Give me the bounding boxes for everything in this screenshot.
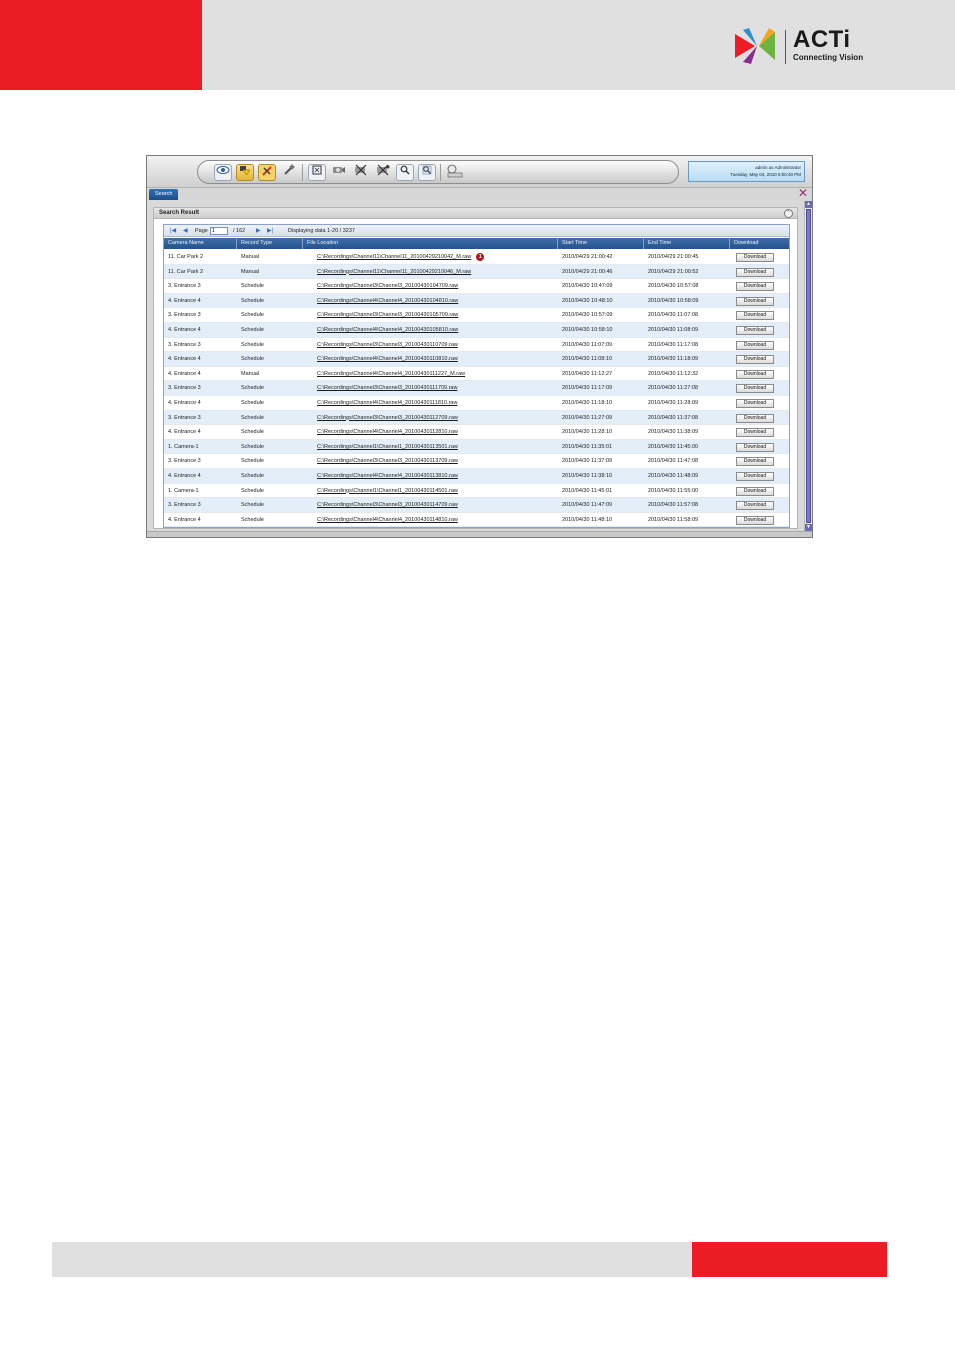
cell-camera-name-text: 3. Entrance 3 xyxy=(168,502,201,509)
cell-end-time xyxy=(644,513,698,527)
cell-record-type-text: Schedule xyxy=(241,283,264,290)
cell-camera-name-text: 1. Camera-1 xyxy=(168,443,199,450)
cell-file-location[interactable] xyxy=(313,308,458,322)
column-header-record-type[interactable]: Record Type xyxy=(237,238,303,249)
cell-camera-name-text: 1. Camera-1 xyxy=(168,487,199,494)
cell-end-time-text: 2010/04/29 21:00:45 xyxy=(648,254,699,260)
cell-record-type xyxy=(237,411,264,425)
cell-file-location[interactable] xyxy=(313,265,471,279)
column-header-download[interactable]: Download xyxy=(734,240,759,246)
cell-camera-name xyxy=(164,323,201,337)
cell-end-time xyxy=(644,440,698,454)
download-button[interactable]: Download xyxy=(736,501,774,510)
cell-start-time-text: 2010/04/30 11:45:01 xyxy=(562,487,613,494)
cell-start-time xyxy=(558,440,612,454)
cell-camera-name-text: 4. Entrance 4 xyxy=(168,297,201,304)
cell-file-location[interactable] xyxy=(313,454,458,468)
cell-record-type xyxy=(237,323,264,337)
scroll-up-icon[interactable]: ▲ xyxy=(806,201,811,207)
cell-start-time-text: 2010/04/29 21:00:46 xyxy=(562,268,613,275)
cell-start-time xyxy=(558,454,612,468)
cell-end-time xyxy=(644,484,698,498)
cell-file-location-text[interactable]: C:\Recordings\Channel3\Channel3_20100430112709.raw xyxy=(317,414,458,421)
cell-file-location[interactable] xyxy=(313,425,458,439)
table-row[interactable] xyxy=(164,425,789,440)
cell-file-location[interactable] xyxy=(313,469,458,483)
cell-end-time xyxy=(644,338,698,352)
acti-logo-mark-icon xyxy=(735,28,781,64)
cell-camera-name-text: 3. Entrance 3 xyxy=(168,385,201,392)
tools-icon[interactable] xyxy=(280,164,298,181)
cell-camera-name xyxy=(164,308,201,322)
table-row[interactable] xyxy=(164,469,789,484)
download-button[interactable]: Download xyxy=(736,399,774,408)
cell-start-time-text: 2010/04/30 10:57:09 xyxy=(562,312,613,319)
disconnect-icon[interactable] xyxy=(374,164,392,181)
cell-camera-name-text: 4. Entrance 4 xyxy=(168,400,201,406)
cell-end-time xyxy=(644,498,698,512)
cell-file-location[interactable] xyxy=(313,338,458,352)
table-row[interactable] xyxy=(164,323,789,338)
cell-camera-name-text: 11. Car Park 2 xyxy=(168,268,204,275)
download-button[interactable]: Download xyxy=(736,428,774,437)
cell-file-location-text[interactable]: C:\Recordings\Channel3\Channel3_20100430104709.raw xyxy=(317,283,459,290)
download-button[interactable]: Download xyxy=(736,268,774,277)
cell-record-type-text: Schedule xyxy=(241,473,264,479)
cell-record-type-text: Schedule xyxy=(241,487,264,494)
cell-end-time xyxy=(644,294,698,308)
cell-file-location-text[interactable]: C:\Recordings\Channel3\Channel3_20100430114709.raw xyxy=(317,502,458,509)
cell-record-type-text: Schedule xyxy=(241,429,264,436)
cell-file-location[interactable] xyxy=(313,498,458,512)
cell-start-time xyxy=(558,294,612,308)
cell-record-type-text: Schedule xyxy=(241,327,264,333)
toolbar-separator xyxy=(440,164,441,181)
download-button[interactable]: Download xyxy=(736,253,774,262)
cell-start-time xyxy=(558,367,612,381)
cell-record-type xyxy=(237,396,264,410)
cell-camera-name xyxy=(164,279,201,293)
cell-camera-name xyxy=(164,338,201,352)
next-page-icon[interactable]: ▶ xyxy=(256,228,261,234)
pager-bar xyxy=(164,225,789,237)
column-header-start-time[interactable]: Start Time xyxy=(558,238,644,249)
cell-record-type xyxy=(237,454,264,468)
download-button[interactable]: Download xyxy=(736,282,774,291)
close-icon[interactable]: ✕ xyxy=(797,186,808,200)
scroll-down-icon[interactable]: ▼ xyxy=(806,524,811,530)
cell-record-type xyxy=(237,381,264,395)
cell-end-time xyxy=(644,265,698,279)
fullscreen-icon[interactable] xyxy=(308,164,326,181)
cell-end-time xyxy=(644,469,698,483)
cell-file-location-text[interactable]: C:\Recordings\Channel3\Channel3_20100430111709.raw xyxy=(317,385,458,392)
document-footer xyxy=(52,1242,887,1277)
cell-camera-name xyxy=(164,498,201,512)
cell-camera-name-text: 3. Entrance 3 xyxy=(168,312,201,319)
cell-record-type-text: Schedule xyxy=(241,516,264,523)
cell-file-location-text[interactable]: C:\Recordings\Channel4\Channel4_20100430104810.raw xyxy=(317,297,459,304)
cell-record-type xyxy=(237,425,264,439)
cell-camera-name xyxy=(164,411,201,425)
results-grid xyxy=(163,224,790,528)
cell-camera-name xyxy=(164,381,201,395)
cell-start-time xyxy=(558,308,612,322)
table-row[interactable] xyxy=(164,484,789,499)
cell-camera-name-text: 4. Entrance 4 xyxy=(168,327,201,333)
cell-start-time xyxy=(558,469,612,483)
column-header-camera-name[interactable]: Camera Name xyxy=(164,238,237,249)
download-button[interactable]: Download xyxy=(736,487,774,496)
cell-camera-name xyxy=(164,454,201,468)
download-button[interactable]: Download xyxy=(736,414,774,423)
footer-red-block xyxy=(692,1242,887,1277)
cell-end-time-text: 2010/04/30 11:28:09 xyxy=(648,400,699,406)
user-session-box xyxy=(688,161,805,182)
cell-record-type-text: Schedule xyxy=(241,502,264,509)
column-header-end-time[interactable]: End Time xyxy=(644,238,730,249)
total-pages: / 162 xyxy=(233,228,246,234)
cell-start-time xyxy=(558,352,612,366)
user-login-text: admin as Administrator xyxy=(755,165,801,170)
table-header xyxy=(164,238,789,249)
table-row[interactable] xyxy=(164,338,789,353)
cell-end-time-text: 2010/04/30 11:58:09 xyxy=(648,516,699,523)
cell-end-time-text: 2010/04/30 11:47:08 xyxy=(648,458,699,465)
search-zoom-icon[interactable] xyxy=(418,164,436,181)
cell-start-time-text: 2010/04/30 11:48:10 xyxy=(562,516,613,523)
cell-end-time xyxy=(644,308,698,322)
cell-record-type xyxy=(237,513,264,527)
cell-record-type xyxy=(237,469,264,483)
cell-end-time-text: 2010/04/30 10:58:09 xyxy=(648,297,699,304)
page-label: Page xyxy=(195,228,208,234)
cell-record-type xyxy=(237,367,259,381)
scrollbar-thumb[interactable] xyxy=(806,209,811,523)
cell-camera-name xyxy=(164,425,201,439)
download-button[interactable]: Download xyxy=(736,311,774,320)
table-row[interactable] xyxy=(164,411,789,426)
cell-start-time xyxy=(558,411,612,425)
cell-camera-name xyxy=(164,265,203,279)
cell-start-time-text: 2010/04/30 11:47:09 xyxy=(562,502,613,509)
cell-file-location[interactable] xyxy=(313,279,458,293)
cell-start-time-text: 2010/04/30 11:08:10 xyxy=(562,356,613,363)
toolbar-button-group xyxy=(197,160,679,184)
cell-start-time-text: 2010/04/30 11:17:09 xyxy=(562,385,613,392)
cell-record-type xyxy=(237,338,264,352)
tab-bar xyxy=(147,188,812,200)
first-page-icon[interactable]: |◀ xyxy=(170,228,177,234)
cell-start-time xyxy=(558,381,612,395)
logo-text xyxy=(793,28,863,63)
cell-end-time xyxy=(644,250,698,264)
camera-icon[interactable] xyxy=(330,164,348,181)
cell-end-time-text: 2010/04/30 11:27:08 xyxy=(648,385,699,392)
download-button[interactable]: Download xyxy=(736,472,774,481)
cell-file-location[interactable] xyxy=(313,396,457,410)
cell-end-time-text: 2010/04/30 11:45:00 xyxy=(648,443,699,450)
cell-camera-name xyxy=(164,250,203,264)
cell-record-type xyxy=(237,294,264,308)
table-row[interactable] xyxy=(164,513,789,528)
cell-camera-name xyxy=(164,396,201,410)
cell-file-location[interactable] xyxy=(313,352,458,366)
download-button[interactable]: Download xyxy=(736,516,774,525)
header-red-block xyxy=(0,0,202,90)
download-button[interactable]: Download xyxy=(736,370,774,379)
table-row[interactable] xyxy=(164,367,789,382)
cell-record-type-text: Schedule xyxy=(241,400,264,406)
logo-word: ACTi xyxy=(793,26,851,53)
cell-camera-name xyxy=(164,367,201,381)
cell-end-time-text: 2010/04/30 11:38:09 xyxy=(648,429,699,436)
cell-start-time xyxy=(558,498,612,512)
table-row[interactable] xyxy=(164,440,789,455)
cell-record-type-text: Schedule xyxy=(241,458,264,465)
cell-camera-name-text: 3. Entrance 3 xyxy=(168,414,201,421)
download-button[interactable]: Download xyxy=(736,384,774,393)
table-row[interactable] xyxy=(164,352,789,367)
cell-start-time xyxy=(558,323,612,337)
panel-header xyxy=(154,208,797,219)
cell-end-time-text: 2010/04/30 11:17:08 xyxy=(648,341,699,348)
cell-record-type xyxy=(237,352,264,366)
cell-file-location[interactable] xyxy=(313,381,457,395)
cell-start-time xyxy=(558,279,612,293)
cell-record-type-text: Schedule xyxy=(241,312,264,319)
cell-start-time xyxy=(558,250,612,264)
cell-camera-name xyxy=(164,440,199,454)
cell-end-time xyxy=(644,454,698,468)
playback-icon[interactable] xyxy=(236,164,254,181)
column-header-file-location[interactable]: File Location xyxy=(303,238,558,249)
cell-file-location-text[interactable]: C:\Recordings\Channel1\Channel1_20100430114501.raw xyxy=(317,487,458,494)
toolbar-separator xyxy=(302,164,303,181)
cell-file-location-text[interactable]: C:\Recordings\Channel4\Channel4_20100430110810.raw xyxy=(317,356,458,363)
cell-camera-name xyxy=(164,469,201,483)
table-row[interactable] xyxy=(164,381,789,396)
cell-record-type xyxy=(237,265,259,279)
download-button[interactable]: Download xyxy=(736,297,774,306)
table-row[interactable] xyxy=(164,265,789,280)
collapse-icon[interactable]: ⌃ xyxy=(784,209,793,218)
cell-file-location-text[interactable]: C:\Recordings\Channel3\Channel3_20100430110709.raw xyxy=(317,341,458,348)
cell-file-location-text[interactable]: C:\Recordings\Channel3\Channel3_20100430105709.raw xyxy=(317,312,459,319)
page-number-input[interactable] xyxy=(210,227,228,235)
cell-record-type-text: Schedule xyxy=(241,385,264,392)
cell-start-time-text: 2010/04/30 11:12:27 xyxy=(562,370,613,377)
cell-camera-name xyxy=(164,352,201,366)
cell-file-location-text[interactable]: C:\Recordings\Channel4\Channel4_20100430111810.raw xyxy=(317,400,458,406)
logo-tagline: Connecting Vision xyxy=(793,53,864,62)
cell-end-time xyxy=(644,323,698,337)
cell-camera-name-text: 4. Entrance 4 xyxy=(168,370,201,377)
cell-end-time xyxy=(644,396,698,410)
cell-start-time-text: 2010/04/30 11:07:09 xyxy=(562,341,613,348)
cell-file-location-text[interactable]: C:\Recordings\Channel11\Channel11_20100429210042_M.raw xyxy=(317,254,472,260)
window-bottom-bar xyxy=(147,531,812,537)
cell-start-time-text: 2010/04/29 21:00:42 xyxy=(562,254,613,260)
cell-file-location-text[interactable]: C:\Recordings\Channel4\Channel4_20100430111227_M.raw xyxy=(317,370,466,377)
table-row[interactable] xyxy=(164,454,789,469)
download-button[interactable]: Download xyxy=(736,326,774,335)
cell-end-time xyxy=(644,352,698,366)
top-toolbar xyxy=(147,156,812,188)
cell-end-time-text: 2010/04/30 11:07:08 xyxy=(648,312,699,319)
cell-start-time-text: 2010/04/30 11:27:09 xyxy=(562,414,613,421)
cell-end-time xyxy=(644,279,698,293)
cell-end-time-text: 2010/04/30 11:12:32 xyxy=(648,370,699,377)
vertical-scrollbar[interactable] xyxy=(804,201,812,531)
cell-start-time-text: 2010/04/30 11:18:10 xyxy=(562,400,613,406)
ptz-off-icon[interactable] xyxy=(352,164,370,181)
table-row[interactable] xyxy=(164,279,789,294)
table-row[interactable] xyxy=(164,396,789,411)
cell-end-time xyxy=(644,411,698,425)
cell-record-type xyxy=(237,308,264,322)
cell-end-time-text: 2010/04/30 11:57:08 xyxy=(648,502,699,509)
cell-record-type xyxy=(237,250,259,264)
cell-file-location-text[interactable]: C:\Recordings\Channel1\Channel1_20100430113501.raw xyxy=(317,443,458,450)
displaying-info: Displaying data 1-20 / 3237 xyxy=(288,228,355,234)
keyboard-icon[interactable] xyxy=(444,164,466,181)
cell-end-time-text: 2010/04/30 11:37:08 xyxy=(648,414,699,421)
cell-end-time-text: 2010/04/30 10:57:08 xyxy=(648,283,699,290)
cell-end-time-text: 2010/04/30 11:48:09 xyxy=(648,473,699,479)
cell-record-type-text: Schedule xyxy=(241,356,264,363)
cell-camera-name-text: 4. Entrance 4 xyxy=(168,356,201,363)
document-header xyxy=(0,0,955,90)
cell-file-location[interactable] xyxy=(313,323,458,337)
cell-camera-name-text: 3. Entrance 3 xyxy=(168,283,201,290)
search-icon[interactable] xyxy=(396,164,414,181)
setup-icon[interactable] xyxy=(258,164,276,181)
download-button[interactable]: Download xyxy=(736,341,774,350)
cell-record-type xyxy=(237,440,264,454)
cell-camera-name-text: 4. Entrance 4 xyxy=(168,516,201,523)
cell-record-type-text: Schedule xyxy=(241,414,264,421)
cell-file-location[interactable] xyxy=(313,484,458,498)
table-row[interactable] xyxy=(164,308,789,323)
cell-file-location[interactable] xyxy=(313,513,458,527)
cell-record-type xyxy=(237,498,264,512)
cell-camera-name xyxy=(164,294,201,308)
cell-record-type-text: Schedule xyxy=(241,341,264,348)
cell-start-time-text: 2010/04/30 10:58:10 xyxy=(562,327,613,333)
session-datetime: Tuesday, May 04, 2010 5:00:40 PM xyxy=(730,172,801,177)
cell-file-location-text[interactable]: C:\Recordings\Channel3\Channel3_20100430113709.raw xyxy=(317,458,458,465)
cell-start-time xyxy=(558,338,612,352)
cell-camera-name-text: 11. Car Park 2 xyxy=(168,254,204,260)
cell-end-time-text: 2010/04/29 21:00:52 xyxy=(648,268,699,275)
cell-start-time xyxy=(558,513,612,527)
cell-end-time-text: 2010/04/30 11:18:09 xyxy=(648,356,699,363)
cell-file-location-text[interactable]: C:\Recordings\Channel4\Channel4_20100430105810.raw xyxy=(317,327,459,333)
cell-start-time-text: 2010/04/30 11:37:09 xyxy=(562,458,613,465)
cell-record-type-text: Schedule xyxy=(241,443,264,450)
cell-file-location-text[interactable]: C:\Recordings\Channel4\Channel4_20100430112810.raw xyxy=(317,429,458,436)
cell-file-location[interactable] xyxy=(313,250,484,264)
cell-record-type-text: Manual xyxy=(241,370,260,377)
cell-camera-name-text: 4. Entrance 4 xyxy=(168,429,201,436)
cell-start-time xyxy=(558,425,612,439)
cell-start-time-text: 2010/04/30 10:47:09 xyxy=(562,283,613,290)
cell-file-location[interactable] xyxy=(313,440,458,454)
eye-icon[interactable] xyxy=(214,164,232,181)
search-result-panel xyxy=(153,207,798,529)
cell-record-type xyxy=(237,279,264,293)
cell-start-time-text: 2010/04/30 11:38:10 xyxy=(562,473,613,479)
cell-end-time-text: 2010/04/30 11:08:09 xyxy=(648,327,699,333)
cell-file-location[interactable] xyxy=(313,411,458,425)
cell-end-time xyxy=(644,367,698,381)
cell-end-time-text: 2010/04/30 11:55:00 xyxy=(648,487,699,494)
cell-file-location[interactable] xyxy=(313,367,465,381)
nvr-app-window xyxy=(146,155,813,538)
tab-search[interactable]: Search xyxy=(149,189,178,200)
cell-file-location-text[interactable]: C:\Recordings\Channel4\Channel4_20100430114810.raw xyxy=(317,516,458,523)
cell-start-time xyxy=(558,396,612,410)
cell-file-location-text[interactable]: C:\Recordings\Channel4\Channel4_20100430113810.raw xyxy=(317,473,458,479)
table-row[interactable] xyxy=(164,498,789,513)
cell-end-time xyxy=(644,381,698,395)
cell-camera-name xyxy=(164,484,199,498)
cell-record-type-text: Schedule xyxy=(241,297,264,304)
cell-start-time-text: 2010/04/30 10:48:10 xyxy=(562,297,613,304)
cell-record-type-text: Manual xyxy=(241,254,260,260)
cell-start-time xyxy=(558,484,612,498)
callout-marker: 1 xyxy=(476,253,484,261)
download-button[interactable]: Download xyxy=(736,457,774,466)
last-page-icon[interactable]: ▶| xyxy=(267,228,274,234)
acti-logo xyxy=(735,28,875,68)
cell-record-type-text: Manual xyxy=(241,268,260,275)
cell-start-time-text: 2010/04/30 11:35:01 xyxy=(562,443,613,450)
cell-camera-name-text: 3. Entrance 3 xyxy=(168,341,201,348)
cell-camera-name-text: 3. Entrance 3 xyxy=(168,458,201,465)
panel-title: Search Result xyxy=(159,210,200,216)
download-button[interactable]: Download xyxy=(736,443,774,452)
table-row[interactable] xyxy=(164,250,789,265)
prev-page-icon[interactable]: ◀ xyxy=(183,228,188,234)
cell-file-location[interactable] xyxy=(313,294,458,308)
cell-record-type xyxy=(237,484,264,498)
table-row[interactable] xyxy=(164,294,789,309)
cell-end-time xyxy=(644,425,698,439)
cell-start-time xyxy=(558,265,612,279)
cell-camera-name-text: 4. Entrance 4 xyxy=(168,473,201,479)
cell-file-location-text[interactable]: C:\Recordings\Channel11\Channel11_20100429210046_M.raw xyxy=(317,268,472,275)
cell-start-time-text: 2010/04/30 11:28:10 xyxy=(562,429,613,436)
download-button[interactable]: Download xyxy=(736,355,774,364)
logo-divider xyxy=(785,30,786,64)
cell-camera-name xyxy=(164,513,201,527)
